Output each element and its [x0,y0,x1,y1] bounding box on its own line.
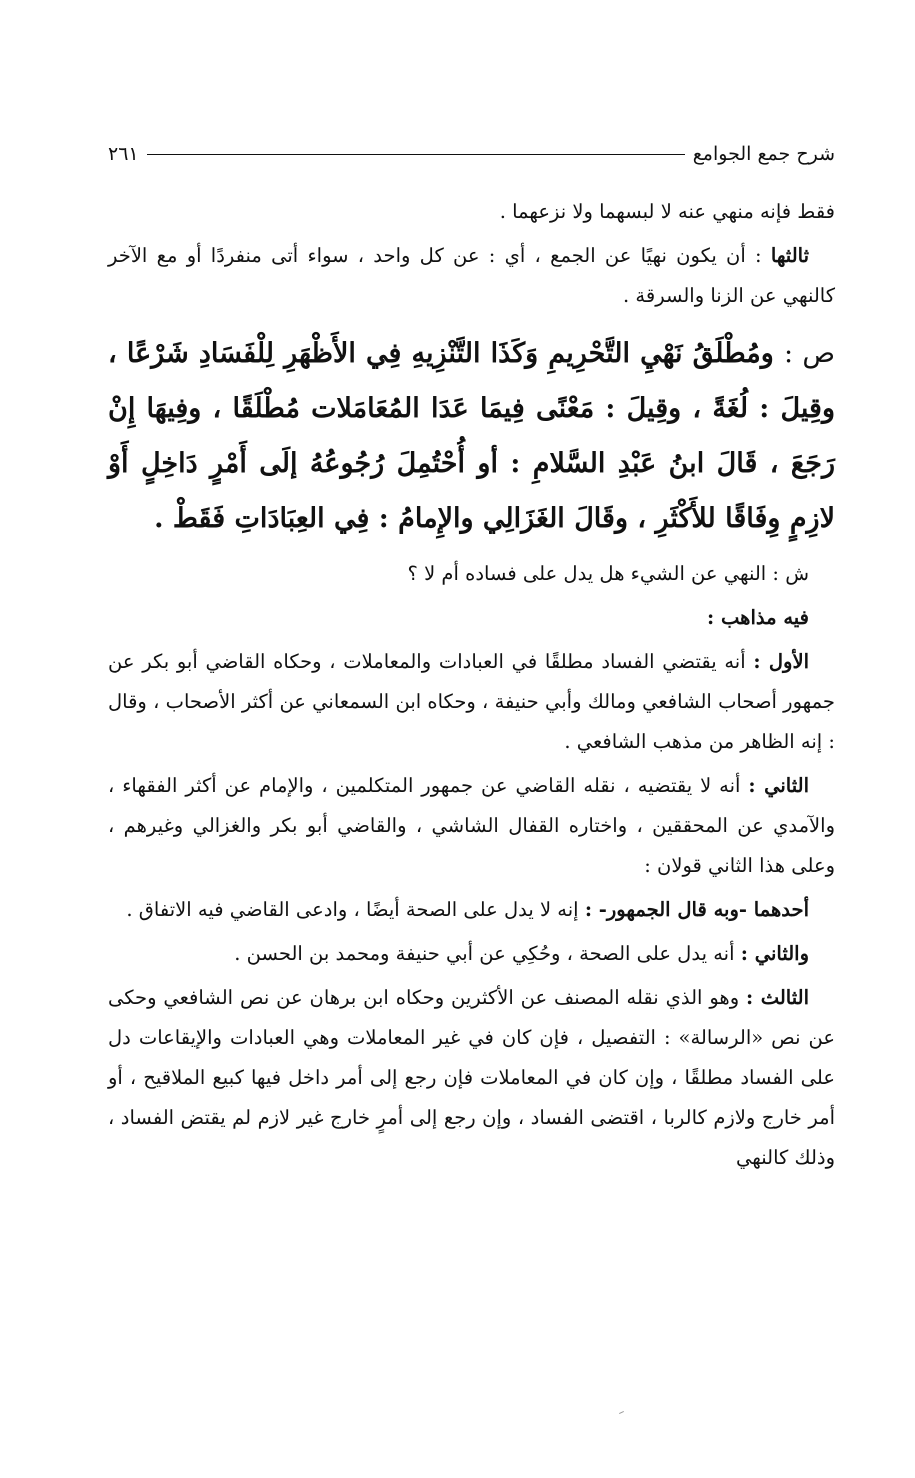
paragraph-continuation [108,192,835,232]
opinion-paragraph [108,766,835,886]
opinion-text: إنه لا يدل على الصحة أيضًا ، وادعى القاضي فيه الاتفاق . [126,898,579,921]
opinion-term: الثاني : [748,774,809,797]
opinion-term: أحدهما -وبه قال الجمهور- : [584,898,809,921]
opinion-paragraph [108,978,835,1178]
sharh-heading [108,598,835,638]
paragraph-third-opinion [108,236,835,316]
header-title: شرح جمع الجوامع [692,143,835,165]
opinion-text: وهو الذي نقله المصنف عن الأكثرين وحكاه ابن برهان عن نص الشافعي وحكى عن نص «الرسالة» : التفصيل ، فإن كان في غير المعاملات وهي العبادات والإيقاعات دل على الفساد مطلقًا ، وإن كان في المعاملات فإن رجع إلى أمر داخل فيها كبيع الملاقيح ، أو أمر خارج ولازم كالربا ، اقتضى الفساد ، وإن رجع إلى أمرٍ خارج غير لازم لم يقتض الفساد ، وذلك كالنهي [108,986,835,1169]
opinion-text: أنه يدل على الصحة ، وحُكِي عن أبي حنيفة ومحمد بن الحسن . [234,942,735,965]
opinion-term: الأول : [753,650,809,673]
paragraph-text: : أن يكون نهيًا عن الجمع ، أي : عن كل واحد ، سواء أتى منفردًا أو مع الآخر كالنهي عن الزنا والسرقة . [108,244,835,307]
header-rule [147,154,685,155]
paragraph-term: ثالثها [770,244,809,267]
matn-marker: ص : [783,338,835,369]
page-body [108,192,835,1182]
sharh-intro-text: ش : النهي عن الشيء هل يدل على فساده أم لا ؟ [407,562,809,585]
sharh-heading-text: فيه مذاهب : [707,606,809,629]
sharh-intro [108,554,835,594]
page-number: ٢٦١ [108,143,139,165]
opinion-paragraph [108,642,835,762]
opinion-term: الثالث : [746,986,809,1009]
matn-text: ومُطْلَقُ نَهْيِ التَّحْرِيمِ وَكَذَا التَّنْزِيهِ فِي الأَظْهَرِ لِلْفَسَادِ شَرْعًا ، وقِيلَ : لُغَةً ، وقِيلَ : مَعْنًى فِيمَا عَدَا المُعَامَلات مُطْلَقًا ، وفِيهَا إِنْ رَجَعَ ، قَالَ ابنُ عَبْدِ السَّلامِ : أو أُحْتُمِلَ رُجُوعُهُ إلَى أَمْرٍ دَاخِلٍ أَوْ لازِمٍ وِفَاقًا للأَكْثَرِ ، وقَالَ الغَزَالِي والإِمامُ : فِي العِبَادَاتِ فَقَطْ . [108,338,835,534]
running-header [108,136,835,172]
scan-speck [619,1411,624,1414]
opinion-paragraph [108,890,835,930]
opinion-term: والثاني : [740,942,809,965]
matn-text-block [108,326,835,546]
opinion-text: أنه يقتضي الفساد مطلقًا في العبادات والمعاملات ، وحكاه القاضي أبو بكر عن جمهور أصحاب الشافعي ومالك وأبي حنيفة ، وحكاه ابن السمعاني عن أكثر الأصحاب ، وقال : إنه الظاهر من مذهب الشافعي . [108,650,835,753]
paragraph-text: فقط فإنه منهي عنه لا لبسهما ولا نزعهما . [499,200,835,223]
opinion-text: أنه لا يقتضيه ، نقله القاضي عن جمهور المتكلمين ، والإمام عن أكثر الفقهاء ، والآمدي عن المحققين ، واختاره القفال الشاشي ، والقاضي أبو بكر والغزالي وغيرهم ، وعلى هذا الثاني قولان : [108,774,835,877]
opinion-paragraph [108,934,835,974]
